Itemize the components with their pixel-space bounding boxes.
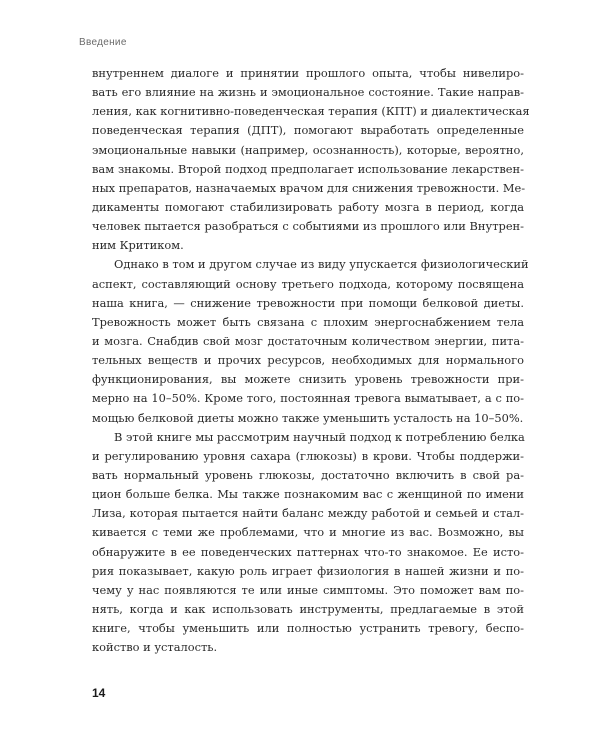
text-line: мерно на 10–50%. Кроме того, постоянная тревога выматывает, а с по- bbox=[92, 391, 524, 406]
text-line: наша книга, — снижение тревожности при помощи белковой диеты. bbox=[92, 295, 524, 310]
text-line: нять, когда и как использовать инструменты, предлагаемые в этой bbox=[92, 601, 524, 616]
text-line: поведенческая терапия (ДПТ), помогают выработать определенные bbox=[92, 123, 524, 138]
text-line: ных препаратов, назначаемых врачом для снижения тревожности. Ме- bbox=[92, 180, 526, 195]
text-line: человек пытается разобраться с событиями из прошлого или Внутрен- bbox=[92, 219, 524, 234]
text-line: рия показывает, какую роль играет физиология в нашей жизни и по- bbox=[92, 563, 524, 578]
text-line: тельных веществ и прочих ресурсов, необходимых для нормального bbox=[92, 353, 524, 368]
text-line: ления, как когнитивно-поведенческая терапия (КПТ) и диалектическая bbox=[92, 104, 530, 119]
text-line: Лиза, которая пытается найти баланс между работой и семьей и стал- bbox=[92, 506, 524, 521]
text-line: аспект, составляющий основу третьего подхода, которому посвящена bbox=[92, 276, 524, 291]
text-line: койство и усталость. bbox=[92, 640, 218, 655]
text-line: Тревожность может быть связана с плохим энергоснабжением тела bbox=[92, 314, 524, 329]
text-line: В этой книге мы рассмотрим научный подход к потреблению белка bbox=[114, 429, 525, 444]
text-line: вать нормальный уровень глюкозы, достаточно включить в свой ра- bbox=[92, 467, 524, 482]
paragraph-2 bbox=[92, 255, 529, 427]
page-number: 14 bbox=[92, 686, 106, 700]
text-line: цион больше белка. Мы также познакомим вас с женщиной по имени bbox=[92, 487, 524, 502]
body-text bbox=[92, 64, 530, 657]
text-line: функционирования, вы можете снизить уровень тревожности при- bbox=[92, 372, 524, 387]
text-line: обнаружите в ее поведенческих паттернах что-то знакомое. Ее исто- bbox=[92, 544, 524, 559]
text-line: мощью белковой диеты можно также уменьшить усталость на 10–50%. bbox=[92, 410, 524, 425]
text-line: чему у нас появляются те или иные симптомы. Это поможет вам по- bbox=[92, 582, 524, 597]
text-line: эмоциональные навыки (например, осознанность), которые, вероятно, bbox=[92, 142, 524, 157]
text-line: ним Критиком. bbox=[92, 238, 184, 253]
text-line: вать его влияние на жизнь и эмоциональное состояние. Такие направ- bbox=[92, 85, 524, 100]
text-line: внутреннем диалоге и принятии прошлого опыта, чтобы нивелиро- bbox=[92, 66, 524, 80]
text-line: Однако в том и другом случае из виду упускается физиологический bbox=[114, 257, 529, 272]
paragraph-1 bbox=[92, 64, 530, 255]
paragraph-3 bbox=[92, 428, 524, 658]
text-line: вам знакомы. Второй подход предполагает использование лекарствен- bbox=[92, 161, 524, 176]
text-line: и мозга. Снабдив свой мозг достаточным количеством энергии, пита- bbox=[92, 333, 524, 348]
text-line: кивается с теми же проблемами, что и многие из вас. Возможно, вы bbox=[92, 525, 524, 540]
running-head: Введение bbox=[79, 37, 127, 48]
text-line: книге, чтобы уменьшить или полностью устранить тревогу, беспо- bbox=[92, 621, 524, 636]
text-line: дикаменты помогают стабилизировать работу мозга в период, когда bbox=[92, 199, 524, 214]
text-line: и регулированию уровня сахара (глюкозы) в крови. Чтобы поддержи- bbox=[92, 448, 524, 463]
